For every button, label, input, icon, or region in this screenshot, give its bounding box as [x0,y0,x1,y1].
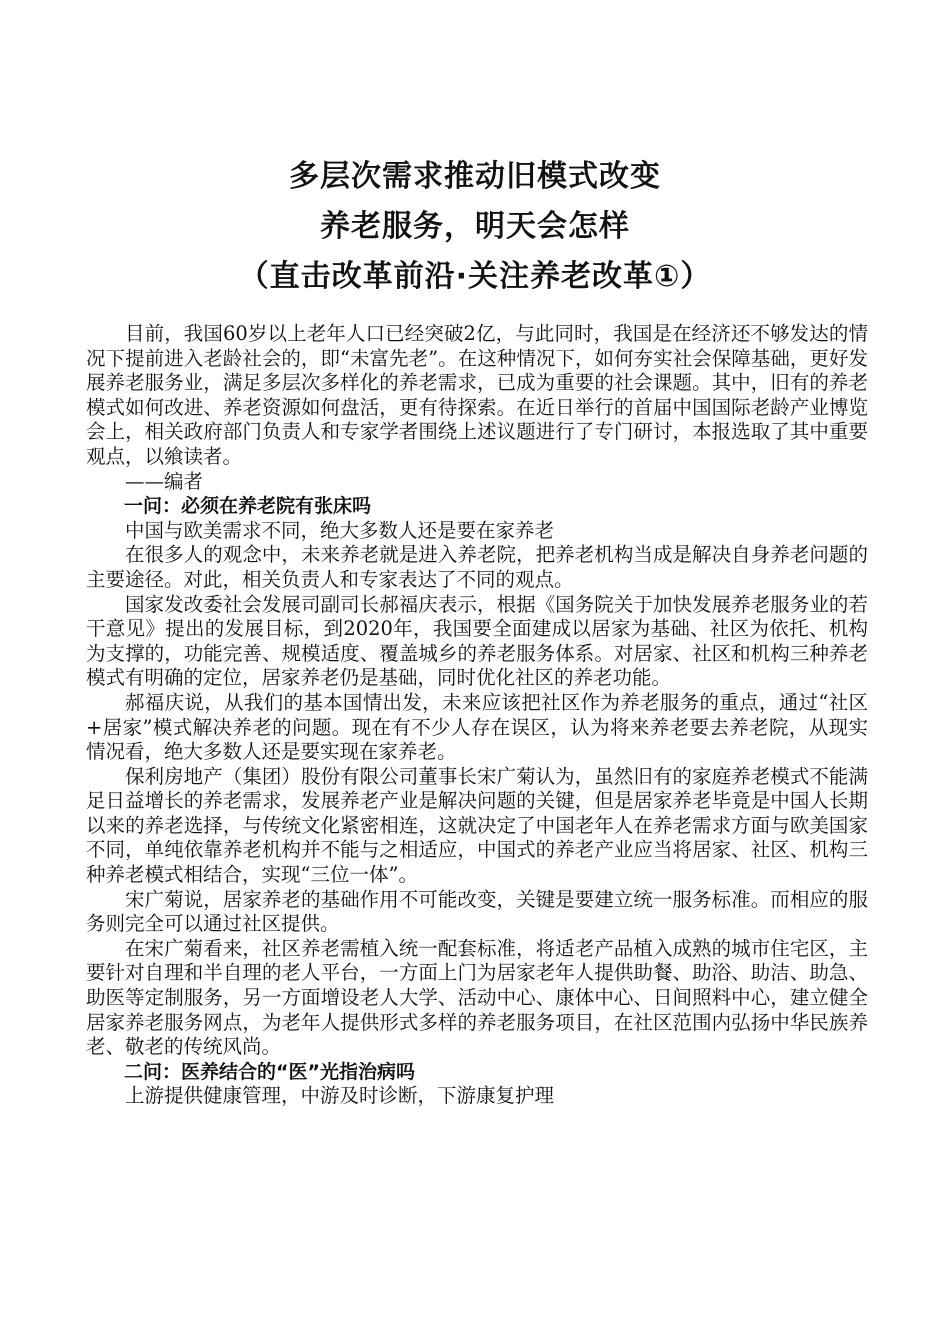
section-subheading-2: 上游提供健康管理，中游及时诊断，下游康复护理 [125,1084,555,1108]
body-paragraph: 在宋广菊看来，社区养老需植入统一配套标准，将适老产品植入成熟的城市住宅区，主要针对自理和半自理的老人平台，一方面上门为居家老年人提供助餐、助浴、助洁、助急、助医等定制服务，另一方面增设老人大学、活动中心、康体中心、日间照料中心，建立健全居家养老服务网点，为老年人提供形式多样的养老服务项目，在社区范围内弘扬中华民族养老、敬老的传统风尚。 [86,936,868,1059]
article-title-sub: 养老服务，明天会怎样 [320,209,630,244]
article-title-series: （直击改革前沿·关注养老改革①） [238,259,712,294]
body-paragraph: 在很多人的观念中，未来养老就是进入养老院，把养老机构当成是解决自身养老问题的主要途径。对此，相关负责人和专家表达了不同的观点。 [86,543,868,591]
editor-signature: ——编者 [125,469,204,493]
body-paragraph: 保利房地产（集团）股份有限公司董事长宋广菊认为，虽然旧有的家庭养老模式不能满足日益增长的养老需求，发展养老产业是解决问题的关键，但是居家养老毕竟是中国人长期以来的养老选择，与传统文化紧密相连，这就决定了中国老年人在养老需求方面与欧美国家不同，单纯依靠养老机构并不能与之相适应，中国式的养老产业应当将居家、社区、机构三种养老模式相结合，实现“三位一体”。 [86,764,868,887]
article-body [86,322,868,1109]
section-heading-1: 一问：必须在养老院有张床吗 [124,495,372,518]
body-paragraph: 国家发改委社会发展司副司长郝福庆表示，根据《国务院关于加快发展养老服务业的若干意见》提出的发展目标，到2020年，我国要全面建成以居家为基础、社区为依托、机构为支撑的，功能完善、规模适度、覆盖城乡的养老服务体系。对居家、社区和机构三种养老模式有明确的定位，居家养老仍是基础，同时优化社区的养老功能。 [86,592,868,690]
intro-paragraph: 目前，我国60岁以上老年人口已经突破2亿，与此同时，我国是在经济还不够发达的情况下提前进入老龄社会的，即“未富先老”。在这种情况下，如何夯实社会保障基础，更好发展养老服务业，满足多层次多样化的养老需求，已成为重要的社会课题。其中，旧有的养老模式如何改进、养老资源如何盘活，更有待探索。在近日举行的首届中国国际老龄产业博览会上，相关政府部门负责人和专家学者围绕上述议题进行了专门研讨，本报选取了其中重要观点，以飨读者。 [86,322,868,468]
body-paragraph: 宋广菊说，居家养老的基础作用不可能改变，关键是要建立统一服务标准。而相应的服务则完全可以通过社区提供。 [86,887,868,936]
body-paragraph: 郝福庆说，从我们的基本国情出发，未来应该把社区作为养老服务的重点，通过“社区+居家”模式解决养老的问题。现在有不少人存在误区，认为将来养老要去养老院，从现实情况看，绝大多数人还是要实现在家养老。 [86,690,868,764]
section-subheading-1: 中国与欧美需求不同，绝大多数人还是要在家养老 [125,518,555,542]
article-title-block [0,152,950,302]
article-title-main: 多层次需求推动旧模式改变 [289,159,661,194]
section-heading-2: 二问：医养结合的“医”光指治病吗 [124,1060,415,1083]
